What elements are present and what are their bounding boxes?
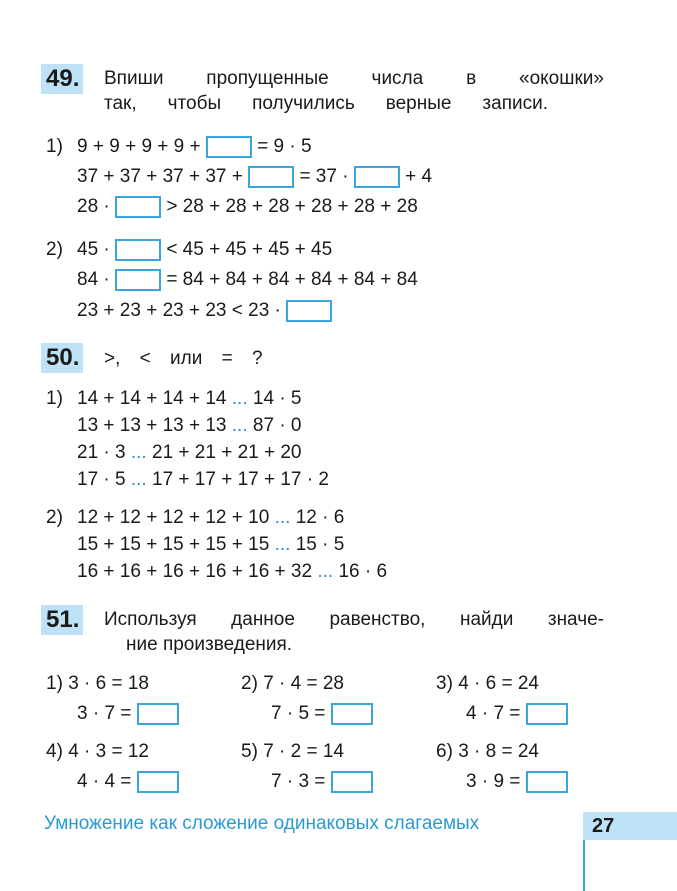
task-51-item-4 — [46, 739, 149, 765]
task-50-row — [77, 532, 344, 558]
expr-left: 17 · 5 — [77, 469, 126, 490]
expr-right: 14 · 5 — [252, 388, 302, 409]
expr-left: 14 + 14 + 14 + 14 — [77, 388, 227, 409]
task-50-number: 50. — [41, 343, 83, 373]
task-51-item-5-question — [271, 769, 373, 795]
task-49-part1-label: 1) — [46, 136, 63, 157]
compare-placeholder: ... — [274, 534, 291, 555]
question-expr: 4 · 4 = — [77, 771, 132, 792]
expr-right: 12 · 6 — [295, 507, 345, 528]
given-equality: 4 · 3 = 12 — [68, 741, 149, 762]
item-label: 6) — [436, 741, 453, 762]
task-49-row2 — [77, 164, 432, 190]
compare-placeholder: ... — [317, 561, 334, 582]
page-number: 27 — [592, 815, 615, 837]
task-50-part2-label: 2) — [46, 507, 63, 528]
task-51-item-1 — [46, 671, 149, 697]
expr-left: 21 · 3 — [77, 442, 126, 463]
page-margin-line — [583, 840, 585, 891]
answer-box[interactable] — [137, 703, 179, 725]
answer-box[interactable] — [115, 269, 161, 291]
task-49-text-line1: Впиши пропущенные числа в «окошки» — [104, 68, 604, 89]
answer-box[interactable] — [354, 166, 400, 188]
task-49-row3 — [77, 194, 418, 220]
answer-box[interactable] — [331, 703, 373, 725]
task-49-text-line2: так, чтобы получились верные записи. — [104, 93, 548, 114]
question-expr: 4 · 7 = — [466, 703, 521, 724]
task-49-row1-left: 9 + 9 + 9 + 9 + — [77, 136, 201, 157]
task-50-row — [77, 505, 344, 531]
task-49-row4 — [77, 237, 332, 263]
question-expr: 7 · 5 = — [271, 703, 326, 724]
task-51-item-3 — [436, 671, 539, 697]
expr-left: 13 + 13 + 13 + 13 — [77, 415, 227, 436]
task-51-item-3-question — [466, 701, 568, 727]
given-equality: 7 · 2 = 14 — [263, 741, 344, 762]
task-51-item-6 — [436, 739, 539, 765]
expr-right: 16 · 6 — [338, 561, 388, 582]
task-51-number: 51. — [41, 605, 83, 635]
answer-box[interactable] — [286, 300, 332, 322]
task-49-row5-left: 84 · — [77, 269, 110, 290]
answer-box[interactable] — [115, 196, 161, 218]
task-49-row3-right: > 28 + 28 + 28 + 28 + 28 + 28 — [166, 196, 418, 217]
task-49-row2-mid: = 37 · — [299, 166, 349, 187]
task-51-item-2 — [241, 671, 344, 697]
compare-placeholder: ... — [130, 469, 147, 490]
task-51-text-line1: Используя данное равенство, найди значе- — [104, 609, 604, 630]
task-50-text: >, < или = ? — [104, 348, 263, 369]
task-51-item-2-question — [271, 701, 373, 727]
task-49-row4-right: < 45 + 45 + 45 + 45 — [166, 239, 333, 260]
answer-box[interactable] — [137, 771, 179, 793]
expr-left: 16 + 16 + 16 + 16 + 16 + 32 — [77, 561, 313, 582]
task-51-item-6-question — [466, 769, 568, 795]
task-51-text-line2: ние произведения. — [126, 634, 293, 655]
answer-box[interactable] — [526, 771, 568, 793]
answer-box[interactable] — [206, 136, 252, 158]
task-51-item-5 — [241, 739, 344, 765]
task-50-row — [77, 440, 302, 466]
expr-right: 15 · 5 — [295, 534, 345, 555]
compare-placeholder: ... — [231, 415, 248, 436]
answer-box[interactable] — [248, 166, 294, 188]
expr-left: 12 + 12 + 12 + 12 + 10 — [77, 507, 270, 528]
expr-right: 87 · 0 — [252, 415, 302, 436]
answer-box[interactable] — [526, 703, 568, 725]
task-49-row5-right: = 84 + 84 + 84 + 84 + 84 + 84 — [166, 269, 418, 290]
task-49-row2-right: + 4 — [405, 166, 433, 187]
item-label: 5) — [241, 741, 258, 762]
answer-box[interactable] — [331, 771, 373, 793]
given-equality: 7 · 4 = 28 — [263, 673, 344, 694]
item-label: 2) — [241, 673, 258, 694]
task-49-row4-left: 45 · — [77, 239, 110, 260]
item-label: 1) — [46, 673, 63, 694]
question-expr: 7 · 3 = — [271, 771, 326, 792]
task-50-part1-label: 1) — [46, 388, 63, 409]
task-50-row — [77, 559, 387, 585]
task-49-row1-right: = 9 · 5 — [257, 136, 312, 157]
task-50-row — [77, 386, 302, 412]
item-label: 4) — [46, 741, 63, 762]
given-equality: 4 · 6 = 24 — [458, 673, 539, 694]
question-expr: 3 · 7 = — [77, 703, 132, 724]
task-49-part2-label: 2) — [46, 239, 63, 260]
task-49-row6-left: 23 + 23 + 23 + 23 < 23 · — [77, 300, 281, 321]
item-label: 3) — [436, 673, 453, 694]
task-49-row2-left: 37 + 37 + 37 + 37 + — [77, 166, 243, 187]
task-50-row — [77, 467, 329, 493]
task-50-row — [77, 413, 302, 439]
given-equality: 3 · 6 = 18 — [68, 673, 149, 694]
task-49-row6 — [77, 298, 332, 324]
compare-placeholder: ... — [231, 388, 248, 409]
footer-title: Умножение как сложение одинаковых слагаемых — [44, 813, 480, 834]
task-49-number: 49. — [41, 64, 83, 94]
task-49-row5 — [77, 267, 418, 293]
expr-right: 17 + 17 + 17 + 17 · 2 — [152, 469, 329, 490]
task-51-item-4-question — [77, 769, 179, 795]
task-51-item-1-question — [77, 701, 179, 727]
expr-right: 21 + 21 + 21 + 20 — [152, 442, 302, 463]
compare-placeholder: ... — [130, 442, 147, 463]
compare-placeholder: ... — [274, 507, 291, 528]
task-49-row1 — [77, 134, 312, 160]
question-expr: 3 · 9 = — [466, 771, 521, 792]
given-equality: 3 · 8 = 24 — [458, 741, 539, 762]
answer-box[interactable] — [115, 239, 161, 261]
expr-left: 15 + 15 + 15 + 15 + 15 — [77, 534, 270, 555]
task-49-row3-left: 28 · — [77, 196, 110, 217]
